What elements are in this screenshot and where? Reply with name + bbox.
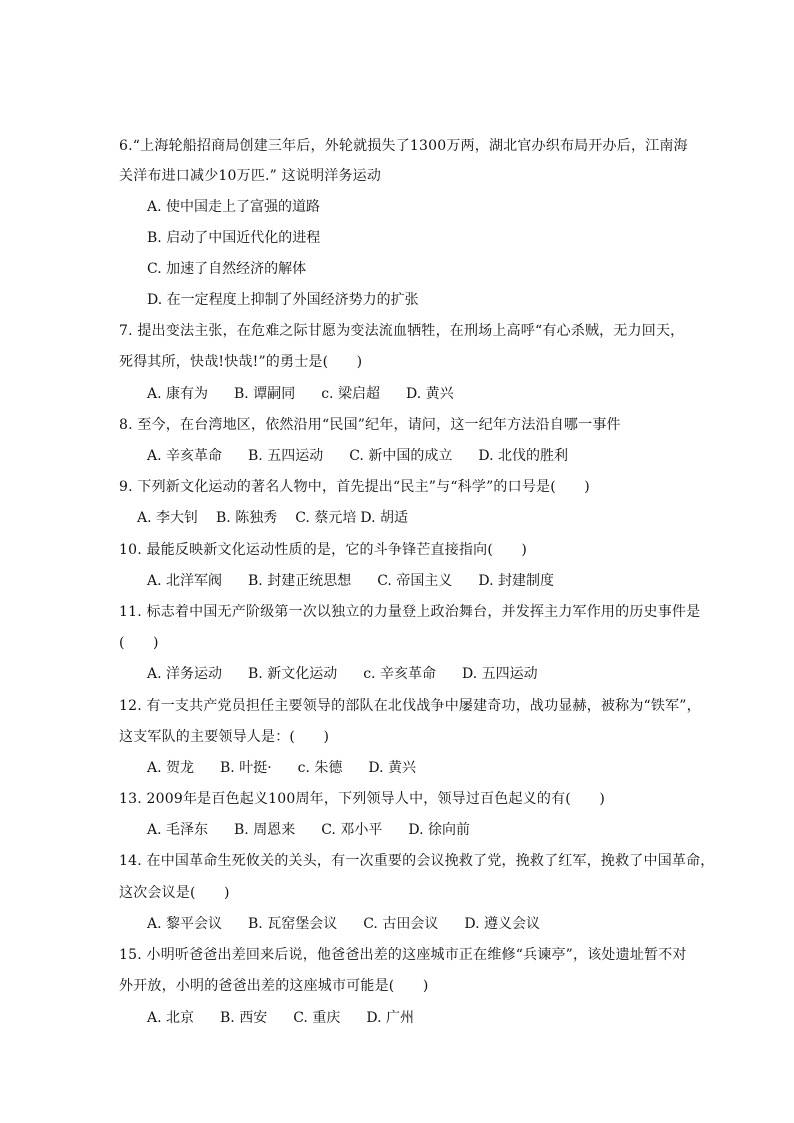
question-10-option-a: A. 北洋军阀 bbox=[147, 573, 223, 589]
question-13-option-d: D. 徐向前 bbox=[408, 822, 470, 838]
question-15-stem-line-1: 15. 小明听爸爸出差回来后说，他爸爸出差的这座城市正在维修“兵谏亭”，该处遗址暂不对 bbox=[119, 947, 687, 963]
question-10-option-c: C. 帝国主义 bbox=[377, 573, 453, 589]
question-9-options bbox=[137, 508, 426, 528]
question-11-option-c: c. 辛亥革命 bbox=[363, 666, 436, 682]
question-14-options bbox=[147, 914, 566, 934]
question-14-stem-line-1: 14. 在中国革命生死攸关的关头，有一次重要的会议挽救了党，挽救了红军，挽救了中国革命， bbox=[119, 853, 715, 869]
question-14-stem-line-2: 这次会议是( ) bbox=[119, 885, 230, 901]
question-7-stem-line-2: 死得其所，快哉!快哉!”的勇士是( ) bbox=[119, 354, 363, 370]
question-13-option-c: C. 邓小平 bbox=[321, 822, 383, 838]
question-9-option-a: A. 李大钊 bbox=[137, 510, 199, 526]
question-8-options bbox=[147, 446, 594, 466]
question-11-option-b: B. 新文化运动 bbox=[248, 666, 338, 682]
question-7-option-a: A. 康有为 bbox=[147, 386, 209, 402]
question-10-stem-line-1: 10. 最能反映新文化运动性质的是，它的斗争锋芒直接指向( ) bbox=[119, 542, 528, 558]
question-10-options bbox=[147, 571, 580, 591]
question-14-option-d: D. 遵义会议 bbox=[464, 916, 540, 932]
question-7-options bbox=[147, 384, 480, 404]
question-7-option-d: D. 黄兴 bbox=[405, 386, 454, 402]
question-15-option-d: D. 广州 bbox=[366, 1010, 414, 1026]
question-12-option-d: D. 黄兴 bbox=[368, 760, 417, 776]
question-15-stem-line-2: 外开放，小明的爸爸出差的这座城市可能是( ) bbox=[119, 978, 429, 994]
question-8-option-d: D. 北伐的胜利 bbox=[478, 448, 568, 464]
question-7-stem-line-1: 7. 提出变法主张，在危难之际甘愿为变法流血牺牲，在刑场上高呼“有心杀贼，无力回天， bbox=[119, 323, 685, 339]
question-8-option-b: B. 五四运动 bbox=[248, 448, 324, 464]
question-9-option-d: D. 胡适 bbox=[360, 510, 408, 526]
question-10-option-d: D. 封建制度 bbox=[478, 573, 554, 589]
question-13-stem-line-1: 13. 2009年是百色起义100周年，下列领导人中，领导过百色起义的有( ) bbox=[119, 791, 605, 807]
question-12-options bbox=[147, 758, 442, 778]
question-12-option-b: B. 叶挺· bbox=[220, 760, 272, 776]
question-6-option-d: D. 在一定程度上抑制了外国经济势力的扩张 bbox=[147, 292, 419, 308]
question-9-stem-line-1: 9. 下列新文化运动的著名人物中，首先提出“民主”与“科学”的口号是( ) bbox=[119, 479, 590, 495]
question-8-stem-line-1: 8. 至今，在台湾地区，依然沿用“民国”纪年，请问，这一纪年方法沿自哪一事件 bbox=[119, 417, 621, 433]
question-13-option-a: A. 毛泽东 bbox=[147, 822, 209, 838]
question-11-option-d: D. 五四运动 bbox=[461, 666, 538, 682]
question-6-option-b: B. 启动了中国近代化的进程 bbox=[147, 230, 321, 246]
question-15-option-c: C. 重庆 bbox=[293, 1010, 341, 1026]
question-6-option-c: C. 加速了自然经济的解体 bbox=[147, 261, 307, 277]
question-11-options bbox=[147, 664, 564, 684]
question-13-option-b: B. 周恩来 bbox=[234, 822, 296, 838]
question-14-option-c: C. 古田会议 bbox=[363, 916, 439, 932]
question-6-option-a: A. 使中国走上了富强的道路 bbox=[147, 199, 321, 215]
question-7-option-b: B. 谭嗣同 bbox=[234, 386, 296, 402]
question-6-stem-line-2: 关洋布进口减少10万匹.” 这说明洋务运动 bbox=[119, 168, 382, 184]
question-11-stem-line-2: ( ) bbox=[119, 635, 159, 651]
question-12-stem-line-1: 12. 有一支共产党员担任主要领导的部队在北伐战争中屡建奇功，战功显赫，被称为“铁军”， bbox=[119, 698, 701, 714]
question-9-option-c: C. 蔡元培 bbox=[295, 510, 357, 526]
question-12-stem-line-2: 这支军队的主要领导人是：( ) bbox=[119, 729, 330, 745]
question-15-option-a: A. 北京 bbox=[147, 1010, 195, 1026]
question-8-option-a: A. 辛亥革命 bbox=[147, 448, 223, 464]
question-8-option-c: C. 新中国的成立 bbox=[349, 448, 453, 464]
question-15-option-b: B. 西安 bbox=[220, 1010, 268, 1026]
question-14-option-a: A. 黎平会议 bbox=[147, 916, 223, 932]
question-14-option-b: B. 瓦窑堡会议 bbox=[248, 916, 338, 932]
question-11-option-a: A. 洋务运动 bbox=[147, 666, 223, 682]
question-10-option-b: B. 封建正统思想 bbox=[248, 573, 352, 589]
question-7-option-c: c. 梁启超 bbox=[321, 386, 380, 402]
question-12-option-a: A. 贺龙 bbox=[147, 760, 195, 776]
question-11-stem-line-1: 11. 标志着中国无产阶级第一次以独立的力量登上政治舞台，并发挥主力军作用的历史事件是 bbox=[119, 604, 701, 620]
question-9-option-b: B. 陈独秀 bbox=[216, 510, 278, 526]
question-13-options bbox=[147, 820, 496, 840]
question-12-option-c: c. 朱德 bbox=[297, 760, 343, 776]
question-15-options bbox=[147, 1008, 440, 1028]
question-6-stem-line-1: 6.“上海轮船招商局创建三年后，外轮就损失了1300万两，湖北官办织布局开办后，江南海 bbox=[119, 138, 688, 154]
